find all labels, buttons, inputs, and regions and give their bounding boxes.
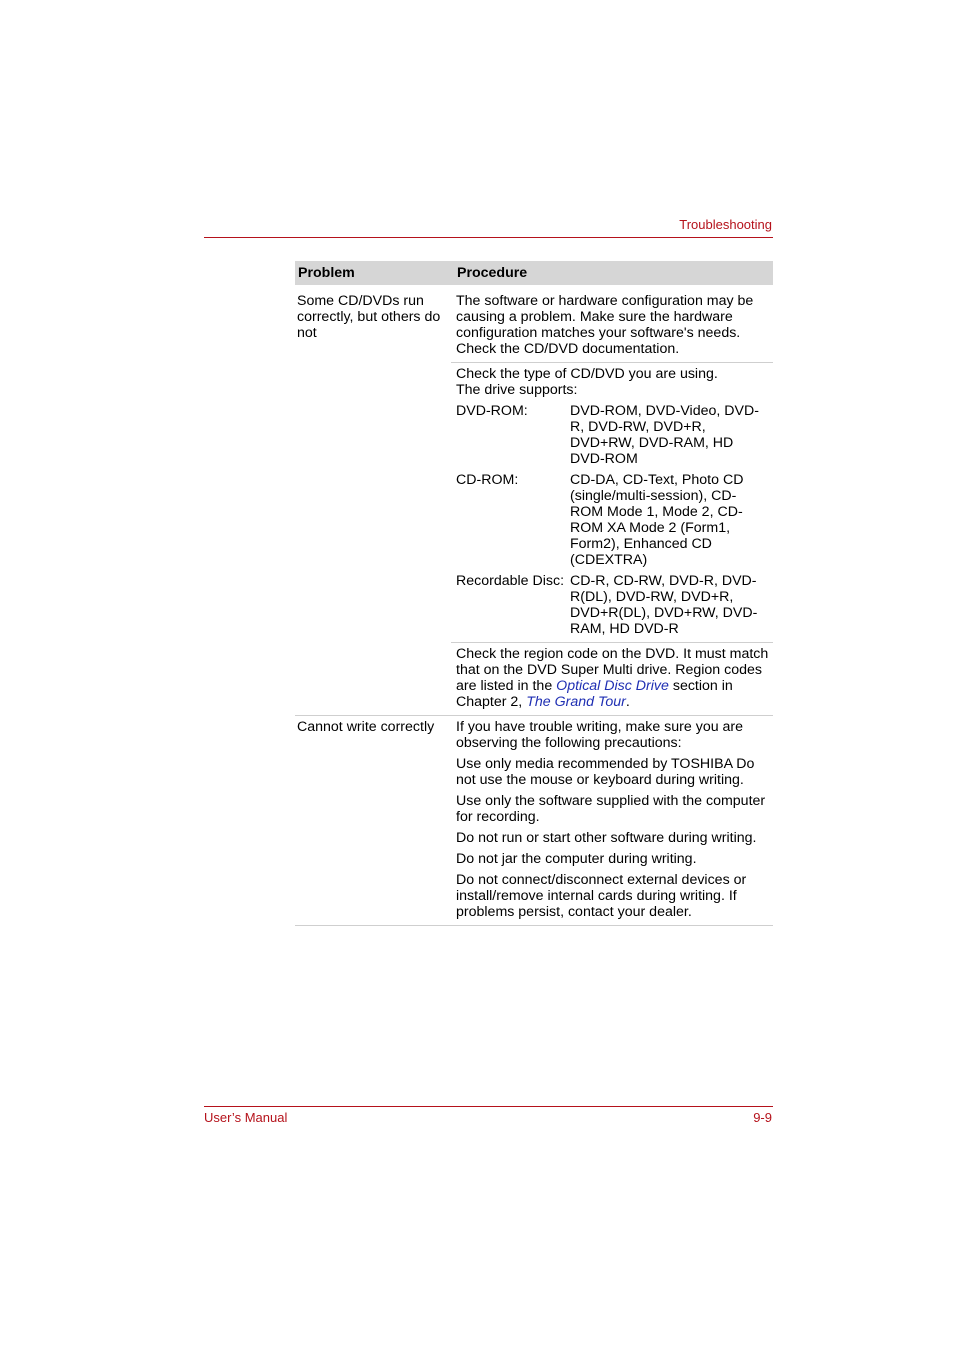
troubleshooting-table: [295, 261, 773, 926]
column-header-procedure: Procedure: [457, 265, 528, 281]
table-row: [295, 285, 773, 716]
media-label: DVD-ROM:: [456, 403, 528, 419]
problem-cell: [295, 716, 453, 925]
procedure-text: Use only media recommended by TOSHIBA Do not use the mouse or keyboard during writing.: [456, 756, 755, 788]
column-header-problem: Problem: [298, 265, 355, 281]
the-grand-tour-link[interactable]: The Grand Tour: [526, 694, 626, 710]
media-value: CD-DA, CD-Text, Photo CD (single/multi-session), CD-ROM Mode 1, Mode 2, CD-ROM XA Mode 2 (Form1, Form2), Enhanced CD (CDEXTRA): [570, 472, 744, 568]
media-value: DVD-ROM, DVD-Video, DVD-R, DVD-RW, DVD+R, DVD+RW, DVD-RAM, HD DVD-ROM: [570, 403, 759, 467]
procedure-text: Do not jar the computer during writing.: [456, 851, 697, 867]
footer-rule: [204, 1106, 773, 1107]
problem-text: Some CD/DVDs run correctly, but others do not: [297, 293, 441, 341]
optical-disc-drive-link[interactable]: Optical Disc Drive: [556, 678, 669, 694]
procedure-text-region: [456, 646, 769, 710]
header-rule: [204, 237, 773, 238]
procedure-text: The software or hardware configuration may be causing a problem. Make sure the hardware configuration matches your software's needs. Check the CD/DVD documentation.: [456, 293, 754, 357]
problem-text: Cannot write correctly: [297, 719, 435, 735]
procedure-cell: [453, 716, 773, 925]
procedure-text: The drive supports:: [456, 382, 578, 398]
media-value: CD-R, CD-RW, DVD-R, DVD-R(DL), DVD-RW, DVD+R, DVD+R(DL), DVD+RW, DVD-RAM, HD DVD-R: [570, 573, 758, 637]
procedure-block: [453, 716, 773, 925]
media-label: CD-ROM:: [456, 472, 519, 488]
table-row: [295, 716, 773, 926]
footer-manual-title: User’s Manual: [204, 1110, 288, 1125]
procedure-text: Do not run or start other software during writing.: [456, 830, 757, 846]
media-entry: [456, 573, 769, 637]
procedure-cell: [453, 285, 773, 715]
region-text: section in Chapter 2,: [456, 678, 733, 710]
procedure-block-media: [451, 362, 773, 642]
region-text: Check the region code on the DVD. It must match that on the DVD Super Multi drive. Region codes are listed in the: [456, 646, 769, 694]
problem-cell: [295, 285, 453, 715]
media-entry: [456, 472, 769, 568]
procedure-text: Check the type of CD/DVD you are using.: [456, 366, 718, 382]
procedure-text: If you have trouble writing, make sure you are observing the following precautions:: [456, 719, 744, 751]
procedure-text: Use only the software supplied with the computer for recording.: [456, 793, 766, 825]
media-entry: [456, 403, 769, 467]
procedure-text: Do not connect/disconnect external devices or install/remove internal cards during writing. If problems persist, contact your dealer.: [456, 872, 747, 920]
region-text: .: [625, 694, 630, 710]
table-header: [295, 261, 773, 285]
section-header: Troubleshooting: [679, 217, 772, 232]
media-label: Recordable Disc:: [456, 573, 565, 589]
procedure-block-region: [451, 642, 773, 715]
procedure-block: [453, 285, 773, 362]
page-number: 9-9: [753, 1110, 772, 1125]
